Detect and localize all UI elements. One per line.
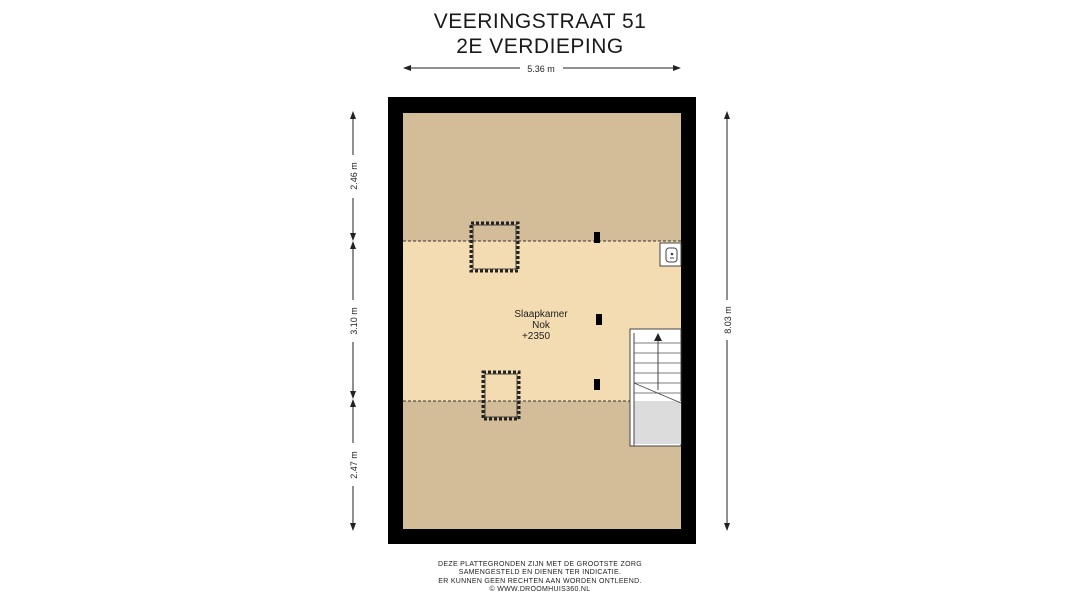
roof-post-1 xyxy=(594,232,600,243)
dimension-height-label: 8.03 m xyxy=(723,306,733,334)
dimension-left-segments xyxy=(349,112,359,530)
disclaimer-line-2: SAMENGESTELD EN DIENEN TER INDICATIE. xyxy=(458,569,622,577)
disclaimer xyxy=(0,561,1080,594)
dimension-left-3-label: 2.47 m xyxy=(349,451,359,479)
disclaimer-line-1: DEZE PLATTEGRONDEN ZIJN MET DE GROOTSTE ZORG xyxy=(438,561,642,568)
dimension-height xyxy=(723,112,733,530)
room-sub: Nok xyxy=(532,320,550,331)
disclaimer-line-4: © WWW.DROOMHUIS360.NL xyxy=(489,585,591,593)
dimension-left-1-label: 2.46 m xyxy=(349,162,359,190)
disclaimer-line-3: ER KUNNEN GEEN RECHTEN AAN WORDEN ONTLEEND. xyxy=(438,577,642,585)
boiler-icon xyxy=(660,243,681,266)
floor-low-headroom-top xyxy=(403,113,681,241)
room-level: +2350 xyxy=(521,331,551,342)
dimension-left-2-label: 3.10 m xyxy=(349,307,359,335)
plan-title-floor: 2E VERDIEPING xyxy=(456,35,624,58)
roof-post-3 xyxy=(594,379,600,390)
dimension-width xyxy=(404,64,680,74)
staircase xyxy=(630,329,681,446)
plan-title-address: VEERINGSTRAAT 51 xyxy=(433,10,647,33)
roof-post-2 xyxy=(596,314,602,325)
room-name: Slaapkamer xyxy=(514,309,568,320)
dimension-width-label: 5.36 m xyxy=(527,64,555,74)
